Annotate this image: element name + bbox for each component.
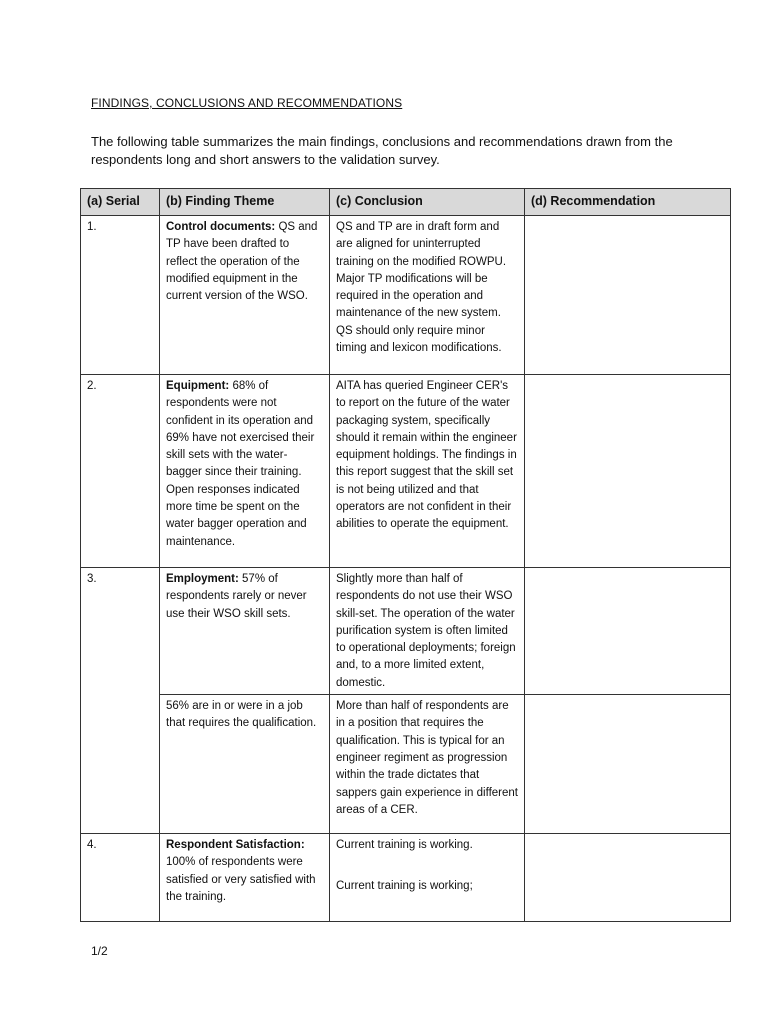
findings-table (80, 188, 731, 922)
header-conclusion: (c) Conclusion (330, 189, 525, 216)
conclusion-text: Current training is working. (336, 839, 473, 852)
table-row (81, 834, 731, 922)
header-finding-theme: (b) Finding Theme (160, 189, 330, 216)
recommendation-cell (525, 568, 731, 695)
conclusion-cell: Slightly more than half of respondents do not use their WSO skill-set. The operation of the water purification system is often limited to operational deployments; foreign and, to a more limited extent, domestic. (330, 568, 525, 695)
page-title: FINDINGS, CONCLUSIONS AND RECOMMENDATIONS (91, 96, 403, 110)
finding-text: 100% of respondents were satisfied or very satisfied with the training. (166, 856, 316, 903)
finding-cell (160, 834, 330, 922)
serial-cell: 3. (81, 568, 160, 834)
finding-text: QS and TP have been drafted to reflect the operation of the modified equipment in the current version of the WSO. (166, 221, 318, 303)
finding-label: Employment: (166, 573, 239, 585)
recommendation-cell (525, 695, 731, 834)
recommendation-cell (525, 216, 731, 375)
page-number: 1/2 (91, 944, 108, 958)
recommendation-cell (525, 834, 731, 922)
table-row (81, 216, 731, 375)
serial-cell: 1. (81, 216, 160, 375)
conclusion-cell: More than half of respondents are in a position that requires the qualification. This is typical for an engineer regiment as progression within the trade dictates that sappers gain experience in different areas of a CER. (330, 695, 525, 834)
header-serial: (a) Serial (81, 189, 160, 216)
finding-text: 57% of respondents rarely or never use their WSO skill sets. (166, 573, 307, 620)
finding-cell (160, 216, 330, 375)
conclusion-cell: QS and TP are in draft form and are aligned for uninterrupted training on the modified ROWPU. Major TP modifications will be required in the operation and maintenance of the new system. QS should only require minor timing and lexicon modifications. (330, 216, 525, 375)
finding-cell (160, 375, 330, 568)
finding-label: Control documents: (166, 221, 276, 233)
table-row (81, 568, 731, 695)
recommendation-cell (525, 375, 731, 568)
finding-cell (160, 695, 330, 834)
finding-text: 56% are in or were in a job that requires the qualification. (166, 700, 317, 730)
table-header-row (81, 189, 731, 216)
conclusion-cell (330, 834, 525, 922)
finding-text: 68% of respondents were not confident in its operation and 69% have not exercised their skill sets with the water-bagger since their training. Open responses indicated more time be spent on the water bagger operation and maintenance. (166, 380, 315, 548)
table-row (81, 375, 731, 568)
finding-cell (160, 568, 330, 695)
conclusion-cell: AITA has queried Engineer CER's to report on the future of the water packaging system, specifically should it remain within the engineer equipment holdings. The findings in this report suggest that the skill set is not being utilized and that operators are not confident in their abilities to operate the equipment. (330, 375, 525, 568)
header-recommendation: (d) Recommendation (525, 189, 731, 216)
finding-label: Equipment: (166, 380, 230, 392)
serial-cell: 2. (81, 375, 160, 568)
serial-cell: 4. (81, 834, 160, 922)
conclusion-text-2: Current training is working; (336, 880, 473, 893)
finding-label: Respondent Satisfaction: (166, 839, 305, 852)
table-row (81, 695, 731, 834)
intro-paragraph: The following table summarizes the main findings, conclusions and recommendations drawn from the respondents long and short answers to the validation survey. (91, 134, 673, 167)
